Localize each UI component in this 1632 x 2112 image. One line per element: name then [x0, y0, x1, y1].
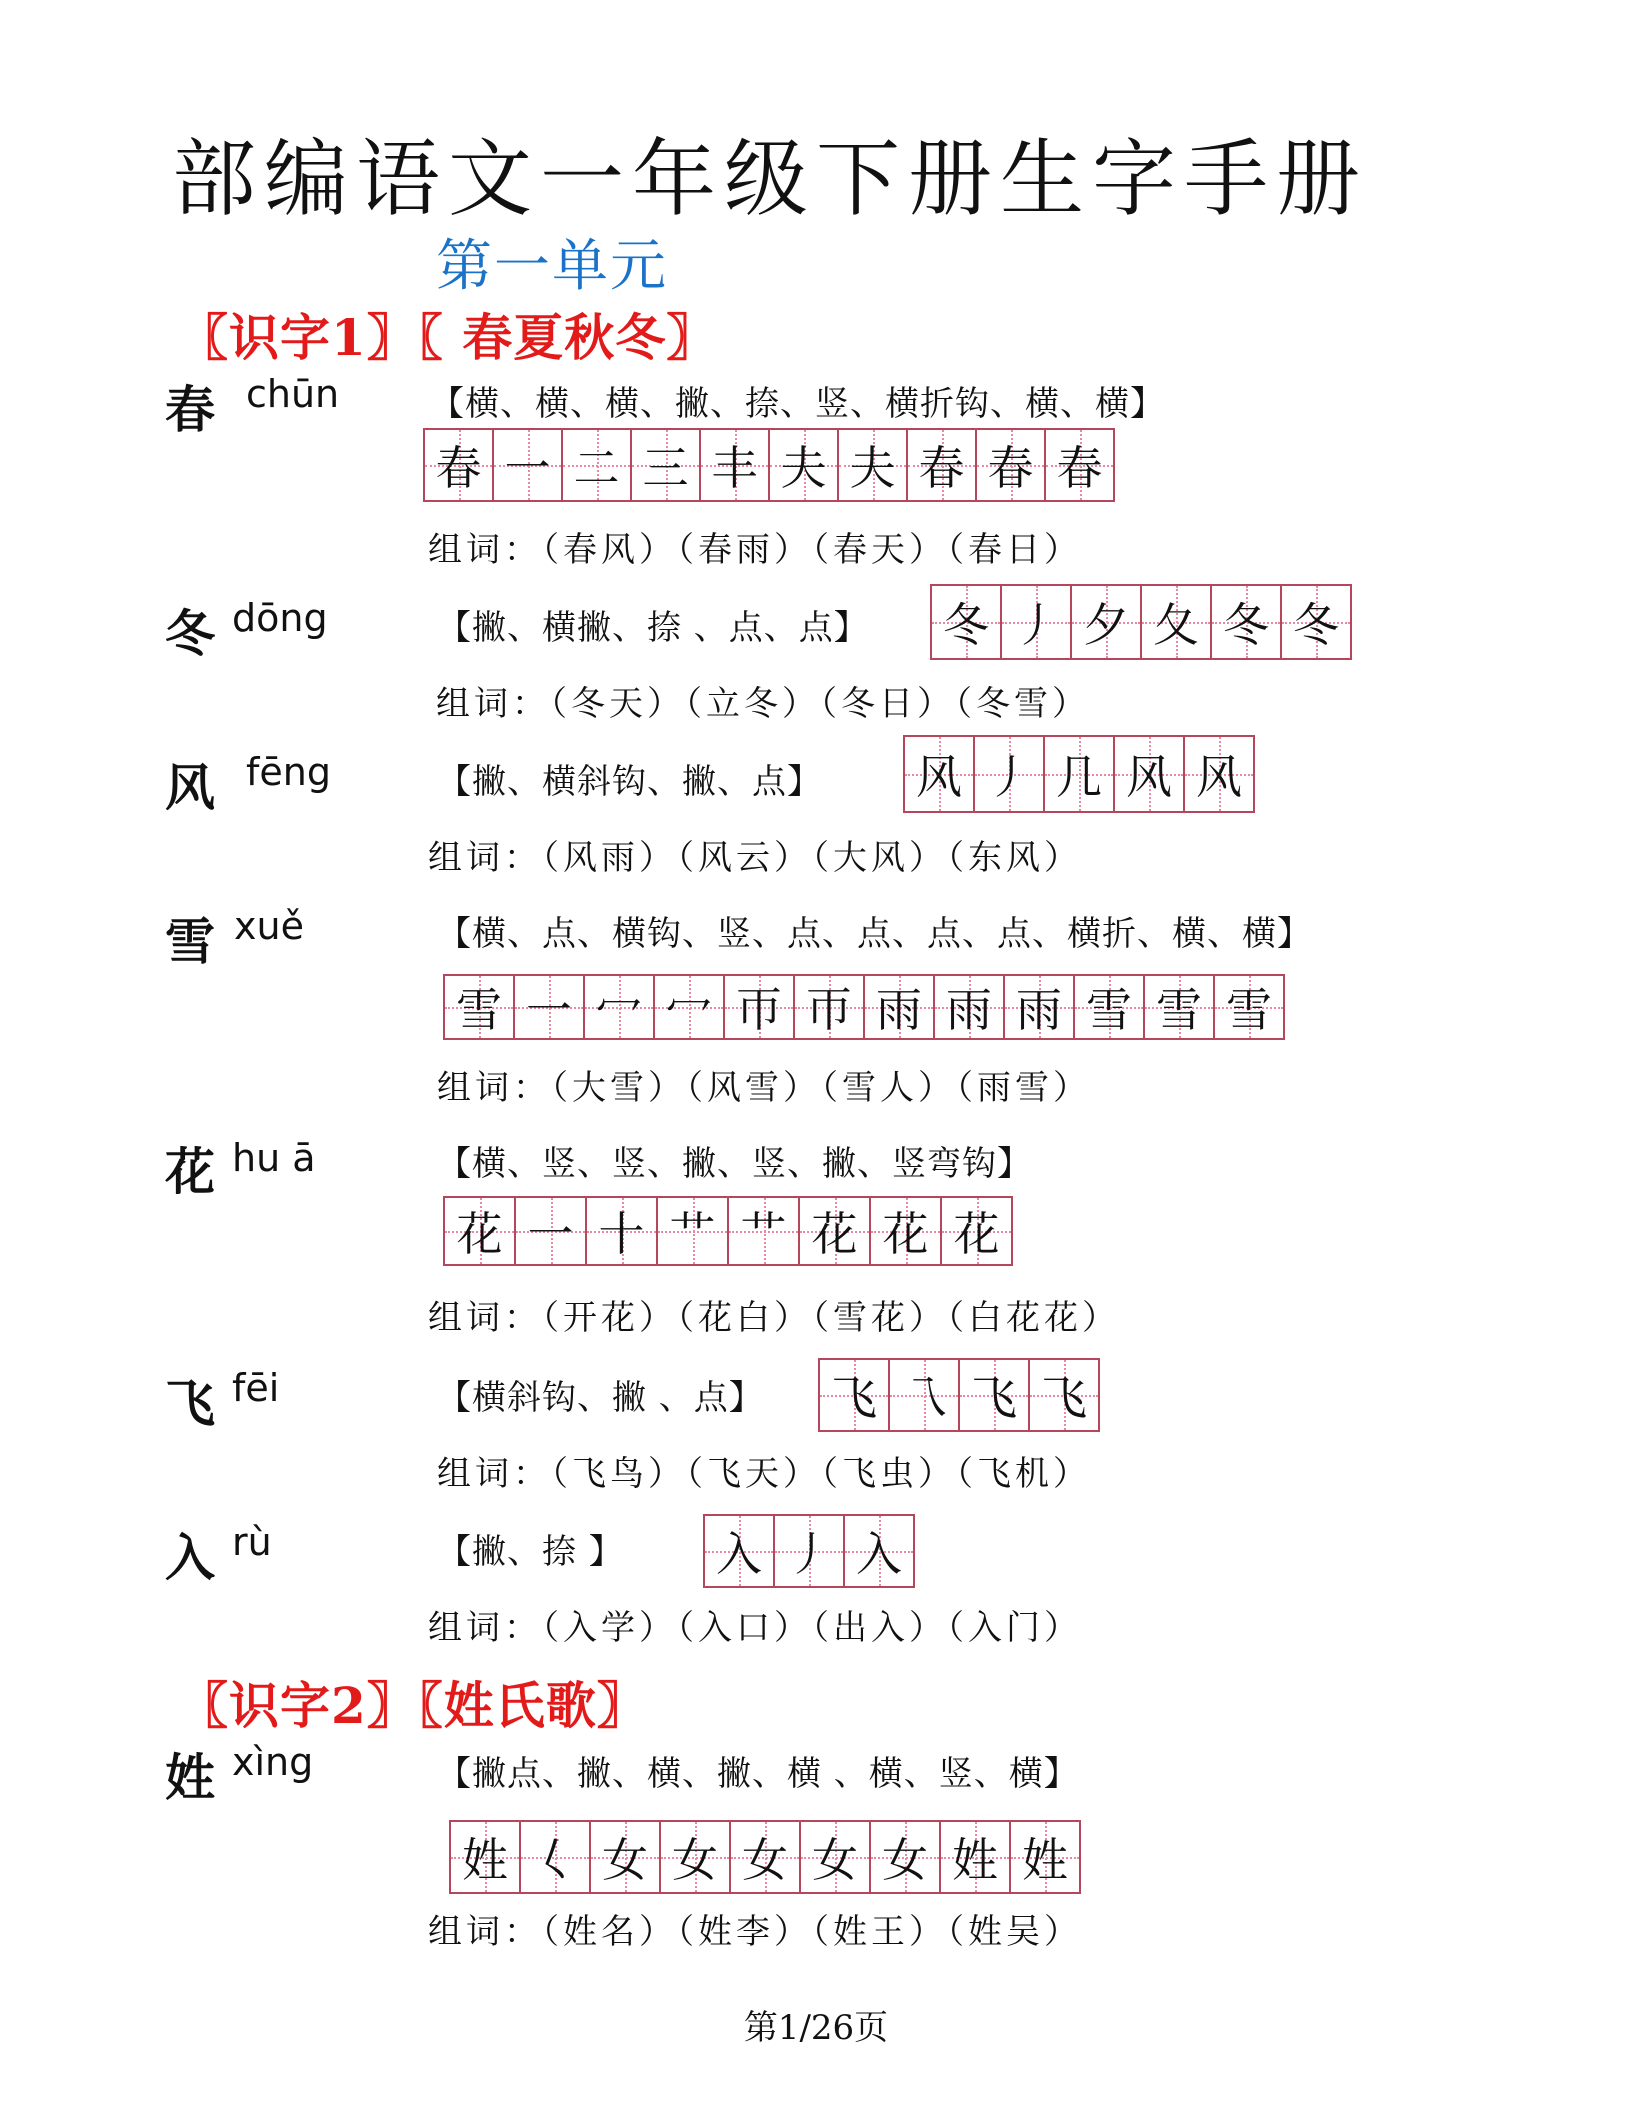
stroke-cell — [1002, 586, 1072, 658]
stroke-cell — [871, 1198, 942, 1264]
stroke-cell — [1142, 586, 1212, 658]
stroke-glyph: 入 — [856, 1527, 902, 1581]
stroke-glyph: 女 — [672, 1833, 718, 1887]
entry-char: 花 — [165, 1142, 215, 1201]
stroke-cell — [494, 430, 563, 500]
stroke-cell — [942, 1198, 1011, 1264]
entry-pinyin: fēng — [246, 750, 331, 794]
entry-strokes: 【撇、横斜钩、撇、点】 — [437, 762, 822, 802]
stroke-glyph: 雨 — [946, 983, 992, 1037]
stroke-cell — [1046, 430, 1113, 500]
stroke-cell — [1282, 586, 1350, 658]
stroke-glyph: 𡿨 — [532, 1833, 578, 1887]
page-title: 部编语文一年级下册生字手册 — [172, 130, 1369, 228]
stroke-glyph: 三 — [642, 441, 689, 495]
stroke-cell — [585, 976, 655, 1038]
stroke-cell — [905, 737, 975, 811]
stroke-order-grid — [818, 1358, 1100, 1432]
entry-pinyin: xìng — [232, 1740, 314, 1784]
stroke-order-grid — [930, 584, 1352, 660]
stroke-glyph: 飞 — [831, 1371, 877, 1425]
stroke-cell — [801, 1822, 871, 1892]
stroke-cell — [975, 737, 1045, 811]
stroke-glyph: 花 — [953, 1207, 1000, 1261]
entry-pinyin: dōng — [232, 596, 328, 640]
stroke-cell — [977, 430, 1046, 500]
stroke-glyph: 十 — [598, 1207, 645, 1261]
stroke-glyph: 帀 — [736, 983, 782, 1037]
unit-heading: 第一单元 — [436, 234, 668, 299]
stroke-cell — [839, 430, 908, 500]
stroke-cell — [731, 1822, 801, 1892]
stroke-glyph: 夕 — [1083, 598, 1129, 652]
entry-strokes: 【横、横、横、撇、捺、竖、横折钩、横、横】 — [430, 384, 1165, 424]
stroke-glyph: 丿 — [1013, 598, 1059, 652]
lesson-header-1: 〖识字1〗〖 春夏秋冬〗 — [178, 308, 718, 367]
stroke-cell — [865, 976, 935, 1038]
page-number: 第1/26页 — [743, 2008, 889, 2048]
stroke-cell — [1072, 586, 1142, 658]
stroke-cell — [661, 1822, 731, 1892]
stroke-glyph: 丿 — [986, 750, 1032, 804]
stroke-glyph: 雪 — [1156, 983, 1202, 1037]
entry-strokes: 【撇、捺 】 — [437, 1532, 624, 1572]
stroke-glyph: 女 — [742, 1833, 788, 1887]
stroke-cell — [1212, 586, 1282, 658]
entry-words: 组词：（风雨）（风云）（大风）（东风） — [428, 838, 1082, 878]
stroke-glyph: 飞 — [971, 1371, 1017, 1425]
entry-pinyin: xuě — [234, 904, 304, 948]
stroke-cell — [451, 1822, 521, 1892]
stroke-cell — [820, 1360, 890, 1430]
stroke-glyph: 春 — [918, 441, 965, 495]
entry-pinyin: fēi — [232, 1366, 280, 1410]
stroke-glyph: 冖 — [666, 983, 712, 1037]
stroke-glyph: 丰 — [711, 441, 758, 495]
stroke-glyph: 夂 — [1153, 598, 1199, 652]
lesson-header-2: 〖识字2〗〖姓氏歌〗 — [178, 1676, 648, 1735]
stroke-cell — [655, 976, 725, 1038]
stroke-glyph: 艹 — [669, 1207, 716, 1261]
stroke-cell — [960, 1360, 1030, 1430]
stroke-cell — [729, 1198, 800, 1264]
stroke-glyph: 雪 — [1226, 983, 1272, 1037]
entry-char: 春 — [165, 380, 215, 439]
stroke-cell — [941, 1822, 1011, 1892]
stroke-glyph: 冬 — [1223, 598, 1269, 652]
entry-strokes: 【撇、横撇、捺 、点、点】 — [437, 608, 869, 648]
entry-char: 姓 — [165, 1748, 215, 1807]
stroke-glyph: 姓 — [462, 1833, 508, 1887]
stroke-glyph: 花 — [882, 1207, 929, 1261]
stroke-order-grid — [903, 735, 1255, 813]
stroke-glyph: 女 — [602, 1833, 648, 1887]
stroke-cell — [932, 586, 1002, 658]
stroke-glyph: 雨 — [1016, 983, 1062, 1037]
stroke-cell — [908, 430, 977, 500]
stroke-glyph: 姓 — [1022, 1833, 1068, 1887]
stroke-cell — [1215, 976, 1283, 1038]
stroke-glyph: 花 — [456, 1207, 503, 1261]
stroke-glyph: 春 — [1056, 441, 1103, 495]
stroke-cell — [425, 430, 494, 500]
stroke-cell — [1115, 737, 1185, 811]
stroke-cell — [1045, 737, 1115, 811]
stroke-cell — [770, 430, 839, 500]
entry-pinyin: hu ā — [232, 1136, 316, 1180]
stroke-glyph: 入 — [716, 1527, 762, 1581]
stroke-glyph: 冖 — [596, 983, 642, 1037]
stroke-glyph: 几 — [1056, 750, 1102, 804]
stroke-cell — [658, 1198, 729, 1264]
stroke-cell — [775, 1516, 845, 1586]
stroke-cell — [800, 1198, 871, 1264]
stroke-cell — [701, 430, 770, 500]
stroke-cell — [725, 976, 795, 1038]
stroke-glyph: 雨 — [876, 983, 922, 1037]
entry-strokes: 【横斜钩、撇 、点】 — [437, 1378, 764, 1418]
entry-strokes: 【横、竖、竖、撇、竖、撇、竖弯钩】 — [437, 1144, 1032, 1184]
stroke-glyph: 女 — [882, 1833, 928, 1887]
stroke-cell — [563, 430, 632, 500]
stroke-cell — [587, 1198, 658, 1264]
stroke-glyph: 丿 — [786, 1527, 832, 1581]
stroke-glyph: 夫 — [780, 441, 827, 495]
stroke-glyph: 飞 — [1041, 1371, 1087, 1425]
entry-words: 组词：（春风）（春雨）（春天）（春日） — [428, 530, 1082, 570]
stroke-glyph: 女 — [812, 1833, 858, 1887]
stroke-cell — [1145, 976, 1215, 1038]
stroke-cell — [845, 1516, 913, 1586]
stroke-glyph: 雪 — [1086, 983, 1132, 1037]
stroke-glyph: 春 — [435, 441, 482, 495]
entry-strokes: 【横、点、横钩、竖、点、点、点、点、横折、横、横】 — [437, 914, 1312, 954]
stroke-cell — [1030, 1360, 1098, 1430]
stroke-glyph: 一 — [504, 441, 551, 495]
entry-char: 飞 — [165, 1374, 215, 1433]
entry-strokes: 【撇点、撇、横、撇、横 、横、竖、横】 — [437, 1754, 1079, 1794]
stroke-glyph: 二 — [573, 441, 620, 495]
stroke-cell — [445, 1198, 516, 1264]
stroke-cell — [795, 976, 865, 1038]
stroke-glyph: 夫 — [849, 441, 896, 495]
stroke-cell — [871, 1822, 941, 1892]
stroke-cell — [632, 430, 701, 500]
entry-words: 组词：（飞鸟）（飞天）（飞虫）（飞机） — [437, 1454, 1091, 1494]
stroke-glyph: 艹 — [740, 1207, 787, 1261]
stroke-glyph: 雪 — [456, 983, 502, 1037]
stroke-order-grid — [443, 974, 1285, 1040]
entry-pinyin: rù — [232, 1520, 272, 1564]
stroke-cell — [1011, 1822, 1079, 1892]
entry-words: 组词：（大雪）（风雪）（雪人）（雨雪） — [437, 1068, 1091, 1108]
stroke-glyph: 风 — [1196, 750, 1242, 804]
stroke-cell — [1075, 976, 1145, 1038]
stroke-cell — [591, 1822, 661, 1892]
stroke-glyph: 帀 — [806, 983, 852, 1037]
stroke-cell — [516, 1198, 587, 1264]
stroke-cell — [935, 976, 1005, 1038]
stroke-cell — [521, 1822, 591, 1892]
stroke-glyph: 一 — [527, 1207, 574, 1261]
stroke-cell — [445, 976, 515, 1038]
entry-char: 入 — [165, 1528, 215, 1587]
stroke-order-grid — [423, 428, 1115, 502]
entry-words: 组词：（姓名）（姓李）（姓王）（姓吴） — [428, 1912, 1082, 1952]
stroke-cell — [515, 976, 585, 1038]
stroke-cell — [1005, 976, 1075, 1038]
stroke-glyph: 冬 — [943, 598, 989, 652]
entry-char: 雪 — [165, 912, 215, 971]
stroke-glyph: 春 — [987, 441, 1034, 495]
stroke-glyph: 一 — [526, 983, 572, 1037]
entry-char: 冬 — [165, 604, 215, 663]
stroke-glyph: 花 — [811, 1207, 858, 1261]
entry-words: 组词：（开花）（花白）（雪花）（白花花） — [428, 1298, 1120, 1338]
entry-pinyin: chūn — [246, 372, 340, 416]
entry-char: 风 — [165, 758, 215, 817]
stroke-order-grid — [703, 1514, 915, 1588]
stroke-order-grid — [443, 1196, 1013, 1266]
stroke-glyph: 乁 — [901, 1371, 947, 1425]
stroke-glyph: 冬 — [1293, 598, 1339, 652]
stroke-cell — [1185, 737, 1253, 811]
stroke-cell — [890, 1360, 960, 1430]
stroke-order-grid — [449, 1820, 1081, 1894]
entry-words: 组词：（入学）（入口）（出入）（入门） — [428, 1608, 1082, 1648]
stroke-glyph: 风 — [916, 750, 962, 804]
stroke-cell — [705, 1516, 775, 1586]
stroke-glyph: 风 — [1126, 750, 1172, 804]
entry-words: 组词：（冬天）（立冬）（冬日）（冬雪） — [436, 684, 1090, 724]
stroke-glyph: 姓 — [952, 1833, 998, 1887]
